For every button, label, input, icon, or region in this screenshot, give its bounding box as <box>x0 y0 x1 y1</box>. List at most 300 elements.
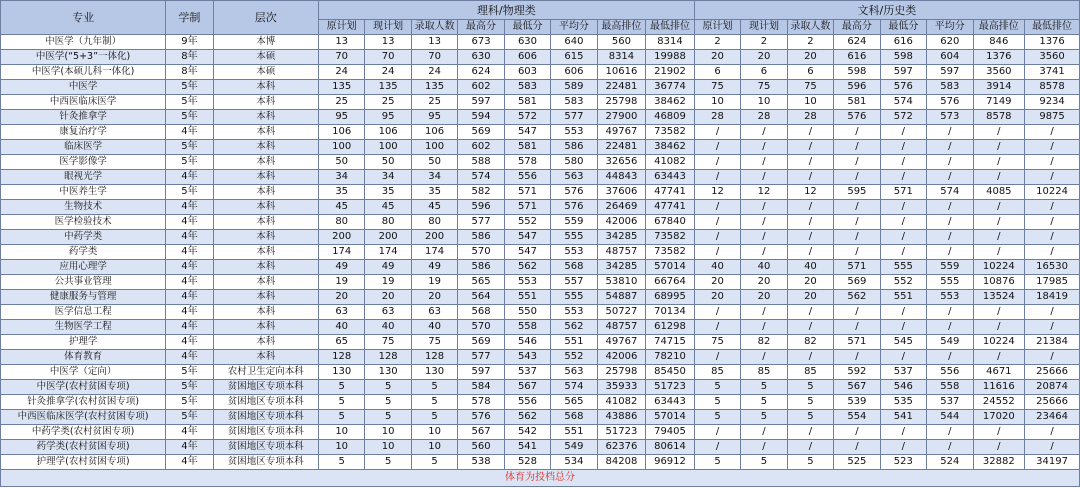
data-cell: 565 <box>458 275 504 290</box>
data-cell: 5 <box>694 455 740 470</box>
data-cell: 135 <box>365 80 411 95</box>
data-cell: / <box>741 155 787 170</box>
duration-cell: 4年 <box>166 245 213 260</box>
data-cell: 567 <box>458 425 504 440</box>
data-cell: 580 <box>551 155 597 170</box>
data-cell: 569 <box>458 125 504 140</box>
data-cell: / <box>694 440 740 455</box>
data-cell: 78210 <box>646 350 695 365</box>
data-cell: 130 <box>365 365 411 380</box>
data-cell: / <box>834 170 880 185</box>
data-cell: 24 <box>411 65 457 80</box>
data-cell: / <box>880 425 926 440</box>
data-cell: 75 <box>694 335 740 350</box>
data-cell: / <box>694 245 740 260</box>
data-cell: 73582 <box>646 230 695 245</box>
data-cell: 174 <box>318 245 364 260</box>
data-cell: 50 <box>411 155 457 170</box>
data-cell: 22481 <box>597 140 646 155</box>
data-cell: 5 <box>365 380 411 395</box>
major-cell: 生物技术 <box>1 200 166 215</box>
data-cell: 560 <box>458 440 504 455</box>
data-cell: / <box>880 305 926 320</box>
data-cell: 17020 <box>973 410 1025 425</box>
data-cell: 10224 <box>973 260 1025 275</box>
major-cell: 临床医学 <box>1 140 166 155</box>
data-cell: 568 <box>551 260 597 275</box>
data-cell: 3560 <box>973 65 1025 80</box>
data-cell: 37606 <box>597 185 646 200</box>
data-cell: 74715 <box>646 335 695 350</box>
data-cell: 49767 <box>597 125 646 140</box>
data-cell: 556 <box>504 395 550 410</box>
data-cell: / <box>694 155 740 170</box>
data-cell: 524 <box>927 455 973 470</box>
data-cell: 1376 <box>973 50 1025 65</box>
data-cell: 596 <box>834 80 880 95</box>
data-cell: / <box>1025 170 1080 185</box>
data-cell: / <box>1025 425 1080 440</box>
data-cell: 4671 <box>973 365 1025 380</box>
data-cell: 17985 <box>1025 275 1080 290</box>
level-cell: 本科 <box>213 260 318 275</box>
table-row <box>1 245 1080 260</box>
data-cell: 57014 <box>646 260 695 275</box>
table-row <box>1 125 1080 140</box>
data-cell: 65 <box>318 335 364 350</box>
data-cell: 20 <box>318 290 364 305</box>
duration-cell: 4年 <box>166 305 213 320</box>
data-cell: / <box>787 440 833 455</box>
data-cell: 555 <box>880 260 926 275</box>
data-cell: 595 <box>834 185 880 200</box>
data-cell: / <box>880 200 926 215</box>
data-cell: 18419 <box>1025 290 1080 305</box>
data-cell: / <box>787 170 833 185</box>
data-cell: / <box>927 125 973 140</box>
data-cell: 12 <box>741 185 787 200</box>
table-row <box>1 425 1080 440</box>
level-cell: 农村卫生定向本科 <box>213 365 318 380</box>
duration-cell: 4年 <box>166 125 213 140</box>
major-cell: 中医学（定向） <box>1 365 166 380</box>
data-cell: / <box>787 200 833 215</box>
data-cell: 106 <box>365 125 411 140</box>
duration-cell: 5年 <box>166 365 213 380</box>
data-cell: 13 <box>411 35 457 50</box>
data-cell: 597 <box>927 65 973 80</box>
data-cell: / <box>1025 215 1080 230</box>
data-cell: / <box>694 230 740 245</box>
data-cell: 19 <box>411 275 457 290</box>
data-cell: 546 <box>880 380 926 395</box>
data-cell: 562 <box>834 290 880 305</box>
data-cell: / <box>741 425 787 440</box>
major-cell: 生物医学工程 <box>1 320 166 335</box>
data-cell: 552 <box>880 275 926 290</box>
level-cell: 贫困地区专项本科 <box>213 440 318 455</box>
data-cell: 594 <box>458 110 504 125</box>
data-cell: 6 <box>741 65 787 80</box>
data-cell: 40 <box>411 320 457 335</box>
data-cell: 34285 <box>597 230 646 245</box>
data-cell: 75 <box>365 335 411 350</box>
data-cell: 539 <box>834 395 880 410</box>
data-cell: 80 <box>411 215 457 230</box>
data-cell: 95 <box>318 110 364 125</box>
data-cell: 45 <box>411 200 457 215</box>
data-cell: 70 <box>411 50 457 65</box>
major-cell: 药学类(农村贫困专项) <box>1 440 166 455</box>
data-cell: 32882 <box>973 455 1025 470</box>
data-cell: / <box>1025 125 1080 140</box>
data-cell: 70134 <box>646 305 695 320</box>
arts-subheader: 最低排位 <box>1025 20 1080 35</box>
data-cell: 541 <box>880 410 926 425</box>
data-cell: 577 <box>458 350 504 365</box>
major-cell: 公共事业管理 <box>1 275 166 290</box>
data-cell: / <box>741 230 787 245</box>
duration-cell: 4年 <box>166 215 213 230</box>
data-cell: 586 <box>551 140 597 155</box>
duration-cell: 4年 <box>166 260 213 275</box>
data-cell: 582 <box>458 185 504 200</box>
data-cell: 551 <box>551 425 597 440</box>
data-cell: / <box>694 140 740 155</box>
data-cell: 106 <box>318 125 364 140</box>
data-cell: 10876 <box>973 275 1025 290</box>
major-header: 专业 <box>1 1 166 35</box>
level-cell: 贫困地区专项本科 <box>213 380 318 395</box>
data-cell: 38462 <box>646 140 695 155</box>
data-cell: 80 <box>318 215 364 230</box>
data-cell: 12 <box>694 185 740 200</box>
data-cell: 75 <box>694 80 740 95</box>
data-cell: 673 <box>458 35 504 50</box>
science-subheader: 原计划 <box>318 20 364 35</box>
data-cell: 10 <box>694 95 740 110</box>
data-cell: 25798 <box>597 95 646 110</box>
data-cell: / <box>834 230 880 245</box>
data-cell: / <box>880 155 926 170</box>
data-cell: 174 <box>365 245 411 260</box>
data-cell: / <box>880 125 926 140</box>
data-cell: 200 <box>411 230 457 245</box>
data-cell: 20 <box>694 290 740 305</box>
data-cell: 20 <box>694 275 740 290</box>
data-cell: / <box>973 350 1025 365</box>
major-cell: 中医学(“5+3”一体化) <box>1 50 166 65</box>
data-cell: / <box>1025 140 1080 155</box>
major-cell: 中药学类(农村贫困专项) <box>1 425 166 440</box>
data-cell: / <box>741 200 787 215</box>
data-cell: 79405 <box>646 425 695 440</box>
data-cell: 10 <box>365 440 411 455</box>
major-cell: 中医学 <box>1 80 166 95</box>
data-cell: / <box>880 170 926 185</box>
data-cell: 571 <box>504 185 550 200</box>
data-cell: 574 <box>927 185 973 200</box>
level-cell: 本科 <box>213 110 318 125</box>
data-cell: 547 <box>504 245 550 260</box>
data-cell: 5 <box>694 410 740 425</box>
data-cell: / <box>973 125 1025 140</box>
data-cell: 544 <box>927 410 973 425</box>
data-cell: 6 <box>787 65 833 80</box>
arts-subheader: 平均分 <box>927 20 973 35</box>
data-cell: 576 <box>551 185 597 200</box>
data-cell: 598 <box>880 50 926 65</box>
data-cell: 551 <box>504 290 550 305</box>
data-cell: / <box>834 155 880 170</box>
data-cell: 174 <box>411 245 457 260</box>
data-cell: 577 <box>458 215 504 230</box>
level-cell: 本科 <box>213 290 318 305</box>
duration-cell: 4年 <box>166 425 213 440</box>
duration-cell: 5年 <box>166 140 213 155</box>
data-cell: / <box>973 440 1025 455</box>
science-group-header: 理科/物理类 <box>318 1 694 20</box>
data-cell: / <box>880 320 926 335</box>
data-cell: 562 <box>551 320 597 335</box>
data-cell: / <box>694 125 740 140</box>
data-cell: 20 <box>741 50 787 65</box>
data-cell: 9234 <box>1025 95 1080 110</box>
data-cell: 21384 <box>1025 335 1080 350</box>
data-cell: 546 <box>504 335 550 350</box>
data-cell: 537 <box>504 365 550 380</box>
data-cell: 49767 <box>597 335 646 350</box>
data-cell: 32656 <box>597 155 646 170</box>
data-cell: 572 <box>880 110 926 125</box>
data-cell: 541 <box>504 440 550 455</box>
data-cell: 572 <box>504 110 550 125</box>
table-row <box>1 380 1080 395</box>
duration-cell: 5年 <box>166 95 213 110</box>
data-cell: 10 <box>741 95 787 110</box>
data-cell: 568 <box>458 305 504 320</box>
data-cell: / <box>1025 320 1080 335</box>
level-cell: 本博 <box>213 35 318 50</box>
science-subheader: 平均分 <box>551 20 597 35</box>
level-cell: 本科 <box>213 200 318 215</box>
data-cell: 85 <box>741 365 787 380</box>
data-cell: 100 <box>365 140 411 155</box>
data-cell: 606 <box>504 50 550 65</box>
data-cell: 574 <box>551 380 597 395</box>
data-cell: 34 <box>318 170 364 185</box>
data-cell: 38462 <box>646 95 695 110</box>
table-row <box>1 80 1080 95</box>
data-cell: 5 <box>318 395 364 410</box>
data-cell: 40 <box>741 260 787 275</box>
data-cell: 1376 <box>1025 35 1080 50</box>
data-cell: 630 <box>504 35 550 50</box>
arts-subheader: 最低分 <box>880 20 926 35</box>
data-cell: / <box>880 140 926 155</box>
data-cell: 47741 <box>646 185 695 200</box>
data-cell: 8314 <box>646 35 695 50</box>
data-cell: / <box>973 425 1025 440</box>
arts-subheader: 现计划 <box>741 20 787 35</box>
major-cell: 中药学类 <box>1 230 166 245</box>
duration-cell: 4年 <box>166 275 213 290</box>
data-cell: 624 <box>458 65 504 80</box>
data-cell: 62376 <box>597 440 646 455</box>
data-cell: 10616 <box>597 65 646 80</box>
data-cell: 552 <box>551 350 597 365</box>
data-cell: / <box>741 140 787 155</box>
data-cell: 563 <box>551 170 597 185</box>
data-cell: 200 <box>318 230 364 245</box>
table-row <box>1 95 1080 110</box>
data-cell: 578 <box>458 395 504 410</box>
data-cell: / <box>880 440 926 455</box>
data-cell: 586 <box>458 260 504 275</box>
duration-cell: 4年 <box>166 230 213 245</box>
level-cell: 本硕 <box>213 50 318 65</box>
table-row <box>1 395 1080 410</box>
data-cell: 57014 <box>646 410 695 425</box>
data-cell: 10 <box>411 440 457 455</box>
data-cell: 130 <box>411 365 457 380</box>
data-cell: 846 <box>973 35 1025 50</box>
data-cell: / <box>927 200 973 215</box>
data-cell: / <box>973 245 1025 260</box>
data-cell: 25666 <box>1025 395 1080 410</box>
data-cell: / <box>927 320 973 335</box>
level-cell: 本科 <box>213 230 318 245</box>
data-cell: 53810 <box>597 275 646 290</box>
major-cell: 医学信息工程 <box>1 305 166 320</box>
data-cell: 545 <box>880 335 926 350</box>
table-row <box>1 260 1080 275</box>
arts-subheader: 最高排位 <box>973 20 1025 35</box>
data-cell: 553 <box>551 125 597 140</box>
table-row <box>1 50 1080 65</box>
data-cell: 8578 <box>973 110 1025 125</box>
data-cell: 45 <box>318 200 364 215</box>
data-cell: / <box>694 215 740 230</box>
data-cell: 35933 <box>597 380 646 395</box>
data-cell: / <box>927 155 973 170</box>
data-cell: 106 <box>411 125 457 140</box>
level-cell: 本科 <box>213 140 318 155</box>
data-cell: / <box>694 320 740 335</box>
major-cell: 医学影像学 <box>1 155 166 170</box>
data-cell: 128 <box>411 350 457 365</box>
data-cell: 556 <box>927 365 973 380</box>
data-cell: 61298 <box>646 320 695 335</box>
data-cell: 25 <box>411 95 457 110</box>
table-row <box>1 440 1080 455</box>
table-row <box>1 155 1080 170</box>
data-cell: 5 <box>365 410 411 425</box>
data-cell: 73582 <box>646 125 695 140</box>
major-cell: 康复治疗学 <box>1 125 166 140</box>
data-cell: 5 <box>741 410 787 425</box>
data-cell: 571 <box>834 260 880 275</box>
data-cell: 12 <box>787 185 833 200</box>
data-cell: 606 <box>551 65 597 80</box>
data-cell: 555 <box>551 290 597 305</box>
major-cell: 眼视光学 <box>1 170 166 185</box>
table-row <box>1 35 1080 50</box>
data-cell: 569 <box>458 335 504 350</box>
data-cell: 528 <box>504 455 550 470</box>
data-cell: 571 <box>504 200 550 215</box>
table-row <box>1 185 1080 200</box>
arts-subheader: 原计划 <box>694 20 740 35</box>
data-cell: 100 <box>318 140 364 155</box>
level-cell: 本科 <box>213 215 318 230</box>
data-cell: / <box>694 425 740 440</box>
data-cell: / <box>834 125 880 140</box>
data-cell: / <box>927 305 973 320</box>
level-cell: 本科 <box>213 275 318 290</box>
duration-cell: 8年 <box>166 65 213 80</box>
data-cell: 549 <box>927 335 973 350</box>
data-cell: 20 <box>741 290 787 305</box>
data-cell: / <box>787 155 833 170</box>
data-cell: 128 <box>318 350 364 365</box>
data-cell: / <box>741 320 787 335</box>
data-cell: / <box>741 215 787 230</box>
major-cell: 中医学（九年制） <box>1 35 166 50</box>
data-cell: 20874 <box>1025 380 1080 395</box>
data-cell: 80614 <box>646 440 695 455</box>
table-row <box>1 410 1080 425</box>
data-cell: 542 <box>504 425 550 440</box>
data-cell: / <box>973 200 1025 215</box>
data-cell: / <box>1025 305 1080 320</box>
data-cell: 95 <box>365 110 411 125</box>
data-cell: 583 <box>927 80 973 95</box>
data-cell: 8578 <box>1025 80 1080 95</box>
data-cell: 49 <box>318 260 364 275</box>
data-cell: 547 <box>504 230 550 245</box>
level-cell: 本科 <box>213 305 318 320</box>
data-cell: 85450 <box>646 365 695 380</box>
data-cell: 20 <box>787 275 833 290</box>
data-cell: / <box>973 215 1025 230</box>
data-cell: 80 <box>365 215 411 230</box>
data-cell: / <box>741 125 787 140</box>
data-cell: / <box>834 245 880 260</box>
data-cell: 5 <box>694 395 740 410</box>
science-subheader: 最高排位 <box>597 20 646 35</box>
data-cell: 96912 <box>646 455 695 470</box>
data-cell: 563 <box>551 365 597 380</box>
table-row <box>1 320 1080 335</box>
data-cell: / <box>973 170 1025 185</box>
arts-group-header: 文科/历史类 <box>694 1 1079 20</box>
data-cell: 596 <box>458 200 504 215</box>
data-cell: / <box>973 320 1025 335</box>
data-cell: / <box>741 440 787 455</box>
data-cell: 10 <box>318 440 364 455</box>
data-cell: 27900 <box>597 110 646 125</box>
data-cell: 34285 <box>597 260 646 275</box>
data-cell: 5 <box>741 455 787 470</box>
arts-subheader: 最高分 <box>834 20 880 35</box>
data-cell: 555 <box>927 275 973 290</box>
data-cell: 592 <box>834 365 880 380</box>
table-row <box>1 110 1080 125</box>
data-cell: 630 <box>458 50 504 65</box>
data-cell: 537 <box>927 395 973 410</box>
data-cell: 63443 <box>646 395 695 410</box>
